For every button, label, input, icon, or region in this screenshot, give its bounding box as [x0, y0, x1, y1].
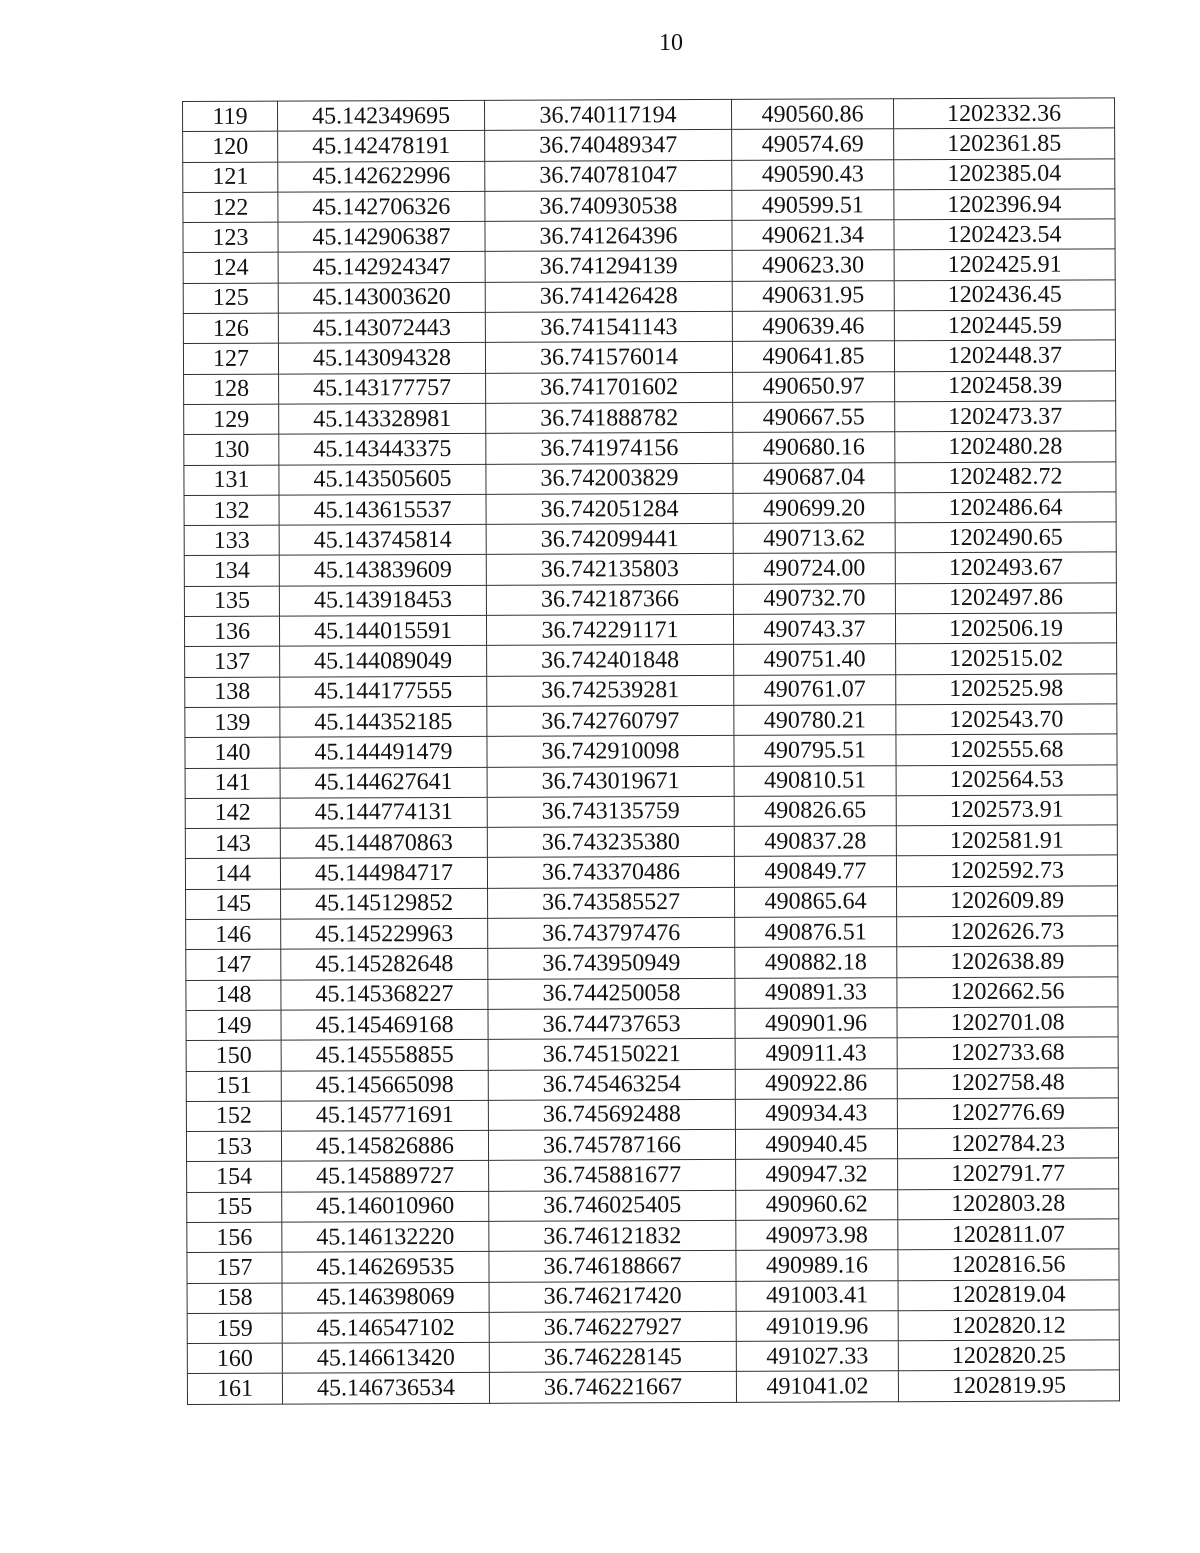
- point-number-cell: 119: [183, 101, 278, 132]
- point-number-cell: 129: [184, 404, 279, 435]
- point-number-cell: 130: [184, 434, 279, 465]
- table-row: [184, 583, 1116, 617]
- point-number-cell: 154: [187, 1162, 282, 1193]
- table-row: [183, 219, 1115, 253]
- table-row: [184, 401, 1116, 435]
- y-coordinate-cell: 1202638.89: [897, 946, 1118, 977]
- longitude-cell: 36.743019671: [487, 766, 734, 797]
- longitude-cell: 36.745692488: [488, 1099, 735, 1130]
- table-row: [186, 1098, 1118, 1132]
- y-coordinate-cell: 1202332.36: [893, 98, 1114, 129]
- point-number-cell: 147: [186, 949, 281, 980]
- point-number-cell: 126: [183, 313, 278, 344]
- longitude-cell: 36.740489347: [485, 130, 732, 161]
- longitude-cell: 36.740117194: [484, 99, 731, 130]
- x-coordinate-cell: 490687.04: [733, 462, 895, 493]
- y-coordinate-cell: 1202458.39: [895, 371, 1116, 402]
- longitude-cell: 36.746121832: [489, 1220, 736, 1251]
- latitude-cell: 45.142906387: [278, 222, 485, 253]
- longitude-cell: 36.741294139: [485, 251, 732, 282]
- point-number-cell: 135: [184, 586, 279, 617]
- x-coordinate-cell: 490947.32: [736, 1159, 898, 1190]
- point-number-cell: 141: [185, 768, 280, 799]
- point-number-cell: 160: [187, 1343, 282, 1374]
- x-coordinate-cell: 490973.98: [736, 1220, 898, 1251]
- latitude-cell: 45.142349695: [278, 100, 485, 131]
- point-number-cell: 151: [186, 1071, 281, 1102]
- point-number-cell: 158: [187, 1283, 282, 1314]
- table-row: [187, 1310, 1119, 1344]
- x-coordinate-cell: 490989.16: [736, 1250, 898, 1281]
- latitude-cell: 45.146613420: [282, 1343, 489, 1374]
- x-coordinate-cell: 490882.18: [735, 947, 897, 978]
- latitude-cell: 45.143839609: [279, 555, 486, 586]
- latitude-cell: 45.142478191: [278, 131, 485, 162]
- longitude-cell: 36.742291171: [486, 614, 733, 645]
- point-number-cell: 131: [184, 465, 279, 496]
- y-coordinate-cell: 1202396.94: [894, 189, 1115, 220]
- table-row: [187, 1370, 1119, 1404]
- latitude-cell: 45.143505605: [279, 464, 486, 495]
- y-coordinate-cell: 1202564.53: [896, 764, 1117, 795]
- table-row: [186, 1067, 1118, 1101]
- point-number-cell: 121: [183, 162, 278, 193]
- table-row: [186, 1128, 1118, 1162]
- longitude-cell: 36.741888782: [486, 402, 733, 433]
- latitude-cell: 45.145229963: [281, 918, 488, 949]
- point-number-cell: 143: [185, 828, 280, 859]
- latitude-cell: 45.142706326: [278, 191, 485, 222]
- x-coordinate-cell: 490780.21: [734, 705, 896, 736]
- longitude-cell: 36.745150221: [488, 1039, 735, 1070]
- x-coordinate-cell: 490732.70: [733, 584, 895, 615]
- latitude-cell: 45.144870863: [280, 827, 487, 858]
- x-coordinate-cell: 490891.33: [735, 977, 897, 1008]
- longitude-cell: 36.746228145: [489, 1342, 736, 1373]
- longitude-cell: 36.744737653: [488, 1008, 735, 1039]
- y-coordinate-cell: 1202609.89: [897, 886, 1118, 917]
- x-coordinate-cell: 490667.55: [733, 402, 895, 433]
- longitude-cell: 36.741426428: [485, 281, 732, 312]
- longitude-cell: 36.743370486: [487, 857, 734, 888]
- y-coordinate-cell: 1202816.56: [898, 1249, 1119, 1280]
- longitude-cell: 36.743235380: [487, 827, 734, 858]
- point-number-cell: 125: [183, 283, 278, 314]
- x-coordinate-cell: 490911.43: [735, 1038, 897, 1069]
- x-coordinate-cell: 491019.96: [736, 1311, 898, 1342]
- latitude-cell: 45.142924347: [278, 252, 485, 283]
- table-row: [186, 946, 1118, 980]
- table-row: [185, 704, 1117, 738]
- longitude-cell: 36.746227927: [489, 1311, 736, 1342]
- y-coordinate-cell: 1202776.69: [897, 1098, 1118, 1129]
- longitude-cell: 36.742003829: [486, 463, 733, 494]
- x-coordinate-cell: 490849.77: [734, 856, 896, 887]
- table-row: [187, 1158, 1119, 1192]
- x-coordinate-cell: 491041.02: [736, 1371, 898, 1402]
- point-number-cell: 120: [183, 131, 278, 162]
- table-row: [184, 371, 1116, 405]
- latitude-cell: 45.144774131: [280, 797, 487, 828]
- y-coordinate-cell: 1202573.91: [896, 795, 1117, 826]
- point-number-cell: 153: [186, 1131, 281, 1162]
- table-row: [184, 461, 1116, 495]
- point-number-cell: 148: [186, 980, 281, 1011]
- table-row: [187, 1219, 1119, 1253]
- y-coordinate-cell: 1202758.48: [897, 1067, 1118, 1098]
- latitude-cell: 45.145129852: [281, 888, 488, 919]
- point-number-cell: 146: [186, 919, 281, 950]
- longitude-cell: 36.746217420: [489, 1281, 736, 1312]
- table-row: [183, 159, 1115, 193]
- x-coordinate-cell: 490743.37: [733, 614, 895, 645]
- longitude-cell: 36.742099441: [486, 524, 733, 555]
- latitude-cell: 45.144177555: [280, 676, 487, 707]
- longitude-cell: 36.741701602: [486, 372, 733, 403]
- longitude-cell: 36.746221667: [489, 1372, 736, 1403]
- point-number-cell: 122: [183, 192, 278, 223]
- x-coordinate-cell: 490751.40: [734, 644, 896, 675]
- y-coordinate-cell: 1202480.28: [895, 431, 1116, 462]
- x-coordinate-cell: 490876.51: [735, 917, 897, 948]
- longitude-cell: 36.741541143: [485, 311, 732, 342]
- latitude-cell: 45.143177757: [279, 373, 486, 404]
- x-coordinate-cell: 490590.43: [732, 159, 894, 190]
- x-coordinate-cell: 490940.45: [735, 1129, 897, 1160]
- table-row: [185, 674, 1117, 708]
- point-number-cell: 159: [187, 1313, 282, 1344]
- latitude-cell: 45.146398069: [282, 1282, 489, 1313]
- point-number-cell: 150: [186, 1040, 281, 1071]
- x-coordinate-cell: 490865.64: [735, 886, 897, 917]
- y-coordinate-cell: 1202784.23: [897, 1128, 1118, 1159]
- y-coordinate-cell: 1202486.64: [895, 492, 1116, 523]
- latitude-cell: 45.144015591: [279, 615, 486, 646]
- x-coordinate-cell: 490713.62: [733, 523, 895, 554]
- latitude-cell: 45.144627641: [280, 767, 487, 798]
- latitude-cell: 45.144089049: [280, 646, 487, 677]
- latitude-cell: 45.143328981: [279, 403, 486, 434]
- x-coordinate-cell: 490639.46: [732, 311, 894, 342]
- table-row: [187, 1340, 1119, 1374]
- latitude-cell: 45.146010960: [282, 1191, 489, 1222]
- page-number: 10: [659, 30, 683, 56]
- latitude-cell: 45.146736534: [282, 1373, 489, 1404]
- longitude-cell: 36.743950949: [488, 948, 735, 979]
- y-coordinate-cell: 1202436.45: [894, 280, 1115, 311]
- longitude-cell: 36.746188667: [489, 1251, 736, 1282]
- table-row: [184, 613, 1116, 647]
- point-number-cell: 138: [185, 677, 280, 708]
- table-row: [183, 128, 1115, 162]
- y-coordinate-cell: 1202803.28: [898, 1189, 1119, 1220]
- y-coordinate-cell: 1202592.73: [896, 855, 1117, 886]
- y-coordinate-cell: 1202819.04: [898, 1279, 1119, 1310]
- coordinates-table: [182, 97, 1120, 1404]
- latitude-cell: 45.143094328: [278, 343, 485, 374]
- longitude-cell: 36.744250058: [488, 978, 735, 1009]
- table-row: [187, 1279, 1119, 1313]
- x-coordinate-cell: 490761.07: [734, 674, 896, 705]
- longitude-cell: 36.746025405: [489, 1190, 736, 1221]
- y-coordinate-cell: 1202543.70: [896, 704, 1117, 735]
- latitude-cell: 45.146132220: [282, 1221, 489, 1252]
- y-coordinate-cell: 1202497.86: [895, 583, 1116, 614]
- longitude-cell: 36.742910098: [487, 736, 734, 767]
- y-coordinate-cell: 1202361.85: [894, 128, 1115, 159]
- point-number-cell: 136: [184, 616, 279, 647]
- table-row: [183, 280, 1115, 314]
- table-row: [186, 916, 1118, 950]
- y-coordinate-cell: 1202662.56: [897, 977, 1118, 1008]
- table-row: [184, 431, 1116, 465]
- point-number-cell: 132: [184, 495, 279, 526]
- y-coordinate-cell: 1202525.98: [896, 674, 1117, 705]
- longitude-cell: 36.742051284: [486, 493, 733, 524]
- table-row: [184, 492, 1116, 526]
- point-number-cell: 155: [187, 1192, 282, 1223]
- longitude-cell: 36.741576014: [485, 342, 732, 373]
- x-coordinate-cell: 490724.00: [733, 553, 895, 584]
- y-coordinate-cell: 1202811.07: [898, 1219, 1119, 1250]
- point-number-cell: 144: [185, 859, 280, 890]
- latitude-cell: 45.144984717: [280, 858, 487, 889]
- table-row: [184, 522, 1116, 556]
- y-coordinate-cell: 1202733.68: [897, 1037, 1118, 1068]
- x-coordinate-cell: 490810.51: [734, 765, 896, 796]
- x-coordinate-cell: 490901.96: [735, 1008, 897, 1039]
- latitude-cell: 45.145889727: [282, 1161, 489, 1192]
- x-coordinate-cell: 490650.97: [733, 371, 895, 402]
- table-row: [183, 249, 1115, 283]
- x-coordinate-cell: 490560.86: [731, 99, 893, 130]
- latitude-cell: 45.145368227: [281, 979, 488, 1010]
- longitude-cell: 36.742187366: [486, 584, 733, 615]
- x-coordinate-cell: 490826.65: [734, 796, 896, 827]
- table-row: [183, 340, 1115, 374]
- latitude-cell: 45.146547102: [282, 1312, 489, 1343]
- latitude-cell: 45.144491479: [280, 737, 487, 768]
- x-coordinate-cell: 490934.43: [735, 1099, 897, 1130]
- x-coordinate-cell: 490699.20: [733, 493, 895, 524]
- x-coordinate-cell: 490795.51: [734, 735, 896, 766]
- point-number-cell: 127: [183, 344, 278, 375]
- longitude-cell: 36.741974156: [486, 433, 733, 464]
- point-number-cell: 124: [183, 253, 278, 284]
- x-coordinate-cell: 490641.85: [732, 341, 894, 372]
- longitude-cell: 36.740930538: [485, 190, 732, 221]
- y-coordinate-cell: 1202515.02: [896, 643, 1117, 674]
- longitude-cell: 36.741264396: [485, 221, 732, 252]
- y-coordinate-cell: 1202555.68: [896, 734, 1117, 765]
- longitude-cell: 36.745787166: [488, 1129, 735, 1160]
- latitude-cell: 45.143918453: [279, 585, 486, 616]
- y-coordinate-cell: 1202448.37: [894, 340, 1115, 371]
- latitude-cell: 45.143003620: [278, 282, 485, 313]
- table-row: [185, 734, 1117, 768]
- point-number-cell: 133: [184, 525, 279, 556]
- point-number-cell: 161: [187, 1374, 282, 1405]
- table-row: [186, 1037, 1118, 1071]
- longitude-cell: 36.740781047: [485, 160, 732, 191]
- coordinates-table-body: [183, 98, 1120, 1404]
- x-coordinate-cell: 490960.62: [736, 1189, 898, 1220]
- longitude-cell: 36.743135759: [487, 796, 734, 827]
- latitude-cell: 45.144352185: [280, 706, 487, 737]
- latitude-cell: 45.143615537: [279, 494, 486, 525]
- y-coordinate-cell: 1202506.19: [895, 613, 1116, 644]
- longitude-cell: 36.743585527: [488, 887, 735, 918]
- x-coordinate-cell: 490623.30: [732, 250, 894, 281]
- x-coordinate-cell: 490631.95: [732, 281, 894, 312]
- table-row: [185, 643, 1117, 677]
- point-number-cell: 149: [186, 1010, 281, 1041]
- point-number-cell: 157: [187, 1252, 282, 1283]
- x-coordinate-cell: 491003.41: [736, 1280, 898, 1311]
- longitude-cell: 36.743797476: [488, 917, 735, 948]
- latitude-cell: 45.145282648: [281, 949, 488, 980]
- latitude-cell: 45.145826886: [281, 1130, 488, 1161]
- table-row: [187, 1189, 1119, 1223]
- point-number-cell: 134: [184, 556, 279, 587]
- table-row: [186, 977, 1118, 1011]
- y-coordinate-cell: 1202626.73: [897, 916, 1118, 947]
- y-coordinate-cell: 1202425.91: [894, 249, 1115, 280]
- x-coordinate-cell: 490574.69: [732, 129, 894, 160]
- y-coordinate-cell: 1202581.91: [896, 825, 1117, 856]
- x-coordinate-cell: 491027.33: [736, 1341, 898, 1372]
- longitude-cell: 36.745881677: [489, 1160, 736, 1191]
- y-coordinate-cell: 1202473.37: [895, 401, 1116, 432]
- latitude-cell: 45.143443375: [279, 434, 486, 465]
- table-row: [185, 795, 1117, 829]
- y-coordinate-cell: 1202482.72: [895, 461, 1116, 492]
- y-coordinate-cell: 1202490.65: [895, 522, 1116, 553]
- point-number-cell: 137: [185, 646, 280, 677]
- latitude-cell: 45.145558855: [281, 1040, 488, 1071]
- point-number-cell: 145: [186, 889, 281, 920]
- longitude-cell: 36.745463254: [488, 1069, 735, 1100]
- latitude-cell: 45.145469168: [281, 1009, 488, 1040]
- x-coordinate-cell: 490599.51: [732, 190, 894, 221]
- latitude-cell: 45.146269535: [282, 1252, 489, 1283]
- x-coordinate-cell: 490680.16: [733, 432, 895, 463]
- y-coordinate-cell: 1202820.25: [898, 1340, 1119, 1371]
- x-coordinate-cell: 490837.28: [734, 826, 896, 857]
- table-row: [186, 1007, 1118, 1041]
- y-coordinate-cell: 1202423.54: [894, 219, 1115, 250]
- table-row: [185, 855, 1117, 889]
- table-row: [187, 1249, 1119, 1283]
- table-row: [185, 825, 1117, 859]
- point-number-cell: 142: [185, 798, 280, 829]
- table-row: [184, 552, 1116, 586]
- point-number-cell: 156: [187, 1222, 282, 1253]
- table-row: [186, 886, 1118, 920]
- point-number-cell: 123: [183, 222, 278, 253]
- y-coordinate-cell: 1202819.95: [898, 1370, 1119, 1401]
- y-coordinate-cell: 1202820.12: [898, 1310, 1119, 1341]
- longitude-cell: 36.742760797: [487, 705, 734, 736]
- longitude-cell: 36.742539281: [487, 675, 734, 706]
- y-coordinate-cell: 1202791.77: [898, 1158, 1119, 1189]
- latitude-cell: 45.142622996: [278, 161, 485, 192]
- y-coordinate-cell: 1202493.67: [895, 552, 1116, 583]
- latitude-cell: 45.145665098: [281, 1070, 488, 1101]
- point-number-cell: 139: [185, 707, 280, 738]
- latitude-cell: 45.143745814: [279, 524, 486, 555]
- table-row: [185, 764, 1117, 798]
- longitude-cell: 36.742135803: [486, 554, 733, 585]
- y-coordinate-cell: 1202445.59: [894, 310, 1115, 341]
- x-coordinate-cell: 490922.86: [735, 1068, 897, 1099]
- latitude-cell: 45.143072443: [278, 312, 485, 343]
- point-number-cell: 152: [186, 1101, 281, 1132]
- longitude-cell: 36.742401848: [487, 645, 734, 676]
- table-row: [183, 98, 1115, 132]
- y-coordinate-cell: 1202385.04: [894, 159, 1115, 190]
- x-coordinate-cell: 490621.34: [732, 220, 894, 251]
- point-number-cell: 128: [184, 374, 279, 405]
- table-row: [183, 310, 1115, 344]
- latitude-cell: 45.145771691: [281, 1100, 488, 1131]
- y-coordinate-cell: 1202701.08: [897, 1007, 1118, 1038]
- table-row: [183, 189, 1115, 223]
- point-number-cell: 140: [185, 737, 280, 768]
